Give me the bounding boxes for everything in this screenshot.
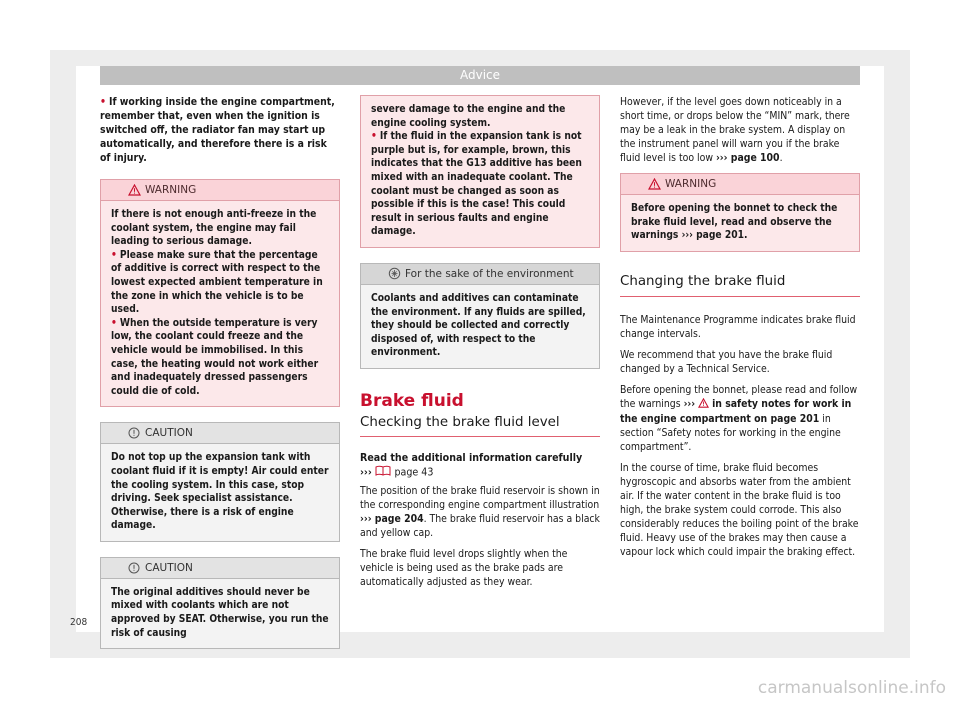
- warning-title: WARNING: [665, 178, 717, 190]
- caution-circle-icon: [127, 558, 141, 578]
- paragraph: The brake fluid level drops slightly when the vehicle is being used as the brake pads are automatically adjusted as they wear.: [360, 547, 568, 588]
- caution-box-header: [101, 558, 339, 579]
- caution-title: CAUTION: [145, 427, 193, 440]
- page-link[interactable]: ››› page 204: [360, 512, 424, 525]
- warning-box: [100, 179, 340, 407]
- caution-text: Do not top up the expansion tank with coolant fluid if it is empty! Air could enter the cooling system. In this case, stop driving. Seek specialist assistance. Otherwise, there is a risk of engine damage.: [111, 452, 329, 532]
- column-3: [620, 95, 860, 566]
- caution-title: CAUTION: [145, 561, 193, 574]
- warning-text: If there is not enough anti-freeze in the coolant system, the engine may fail leading to serious damage.: [111, 209, 317, 248]
- column-1: [100, 95, 340, 649]
- section-title: Brake fluid: [360, 390, 464, 411]
- subsection-title: Changing the brake fluid: [620, 274, 860, 297]
- caution-box-2: [100, 557, 340, 649]
- warning-box-continued: [360, 95, 600, 248]
- environment-box-header: [361, 264, 599, 285]
- page-link[interactable]: ››› page 100: [715, 152, 780, 164]
- warning-title: WARNING: [145, 184, 197, 196]
- page-link[interactable]: page 43: [394, 466, 434, 479]
- warning-box: [620, 173, 860, 252]
- page-link[interactable]: in safety notes for work in the engine compartment on page 201: [620, 397, 852, 425]
- caution-box-1: [100, 422, 340, 542]
- warning-triangle-icon: [647, 174, 661, 194]
- read-more: Read the additional information carefully ››› page 43: [360, 451, 583, 479]
- warning-text: severe damage to the engine and the engine cooling system.: [371, 104, 566, 129]
- watermark: carmanualsonline.info: [757, 678, 946, 698]
- caution-text: The original additives should never be mixed with coolants which are not approved by SEAT. Otherwise, you run the risk of causing: [111, 586, 329, 639]
- warning-triangle-icon: [127, 180, 141, 200]
- environment-box: [360, 263, 600, 369]
- column-2: [360, 95, 600, 596]
- book-icon: [375, 465, 391, 480]
- paragraph: Before opening the bonnet, please read and follow the warnings ››› in safety notes for work in the engine compartment on page 201 in section “Safety notes for working in the engine compartment”.: [620, 383, 858, 453]
- environment-text: Coolants and additives can contaminate the environment. If any fluids are spilled, they should be collected and correctly disposed of, with respect to the environment.: [371, 292, 586, 359]
- bullet-icon: •: [100, 96, 106, 108]
- warning-bullet-1: • Please make sure that the percentage of additive is correct with respect to the lowest expected ambient temperature in the zone in which the vehicle is to be used.: [111, 249, 323, 316]
- paragraph: However, if the level goes down noticeably in a short time, or drops below the “MIN” mark, there may be a leak in the brake system. A display on the instrument panel will warn you if the brake fluid level is too low ››› page 100.: [620, 96, 850, 164]
- paragraph: We recommend that you have the brake fluid changed by a Technical Service.: [620, 348, 833, 375]
- paragraph: The position of the brake fluid reservoir is shown in the corresponding engine compartment illustration ››› page 204. The brake fluid reservoir has a black and yellow cap.: [360, 484, 600, 539]
- caution-box-header: [101, 423, 339, 444]
- environment-title: For the sake of the environment: [405, 267, 574, 280]
- paragraph: The Maintenance Programme indicates brake fluid change intervals.: [620, 313, 856, 340]
- warning-box-header: [621, 174, 859, 195]
- page-number: 208: [70, 617, 88, 628]
- warning-triangle-icon: [698, 398, 709, 412]
- paragraph: In the course of time, brake fluid becomes hygroscopic and absorbs water from the ambient air. If the water content in the brake fluid is too high, the brake system could corrode. This also considerably reduces the boiling point of the brake fluid. Heavy use of the brakes may then cause a vapour lock which could impair the braking effect.: [620, 461, 859, 558]
- warning-text: Before opening the bonnet to check the brake fluid level, read and observe the warnings ››› page 201.: [631, 203, 838, 242]
- warning-box-header: [101, 180, 339, 201]
- warning-bullet-2: • When the outside temperature is very low, the coolant could freeze and the vehicle would be immobilised. In this case, the heating would not work either and inadequately dressed passengers could die of cold.: [111, 317, 319, 397]
- section-header: Advice: [100, 66, 860, 85]
- intro-bullet: • If working inside the engine compartment, remember that, even when the ignition is switched off, the radiator fan may start up automatically, and therefore there is a risk of injury.: [100, 96, 335, 164]
- leaf-icon: [387, 264, 401, 284]
- page-link[interactable]: ››› page 201.: [681, 230, 748, 242]
- warning-bullet: • If the fluid in the expansion tank is not purple but is, for example, brown, this indicates that the G13 additive has been mixed with an inadequate coolant. The coolant must be changed as soon as possible if this is the case! This could result in serious faults and engine damage.: [371, 131, 582, 238]
- caution-circle-icon: [127, 423, 141, 443]
- subsection-title: Checking the brake fluid level: [360, 415, 600, 437]
